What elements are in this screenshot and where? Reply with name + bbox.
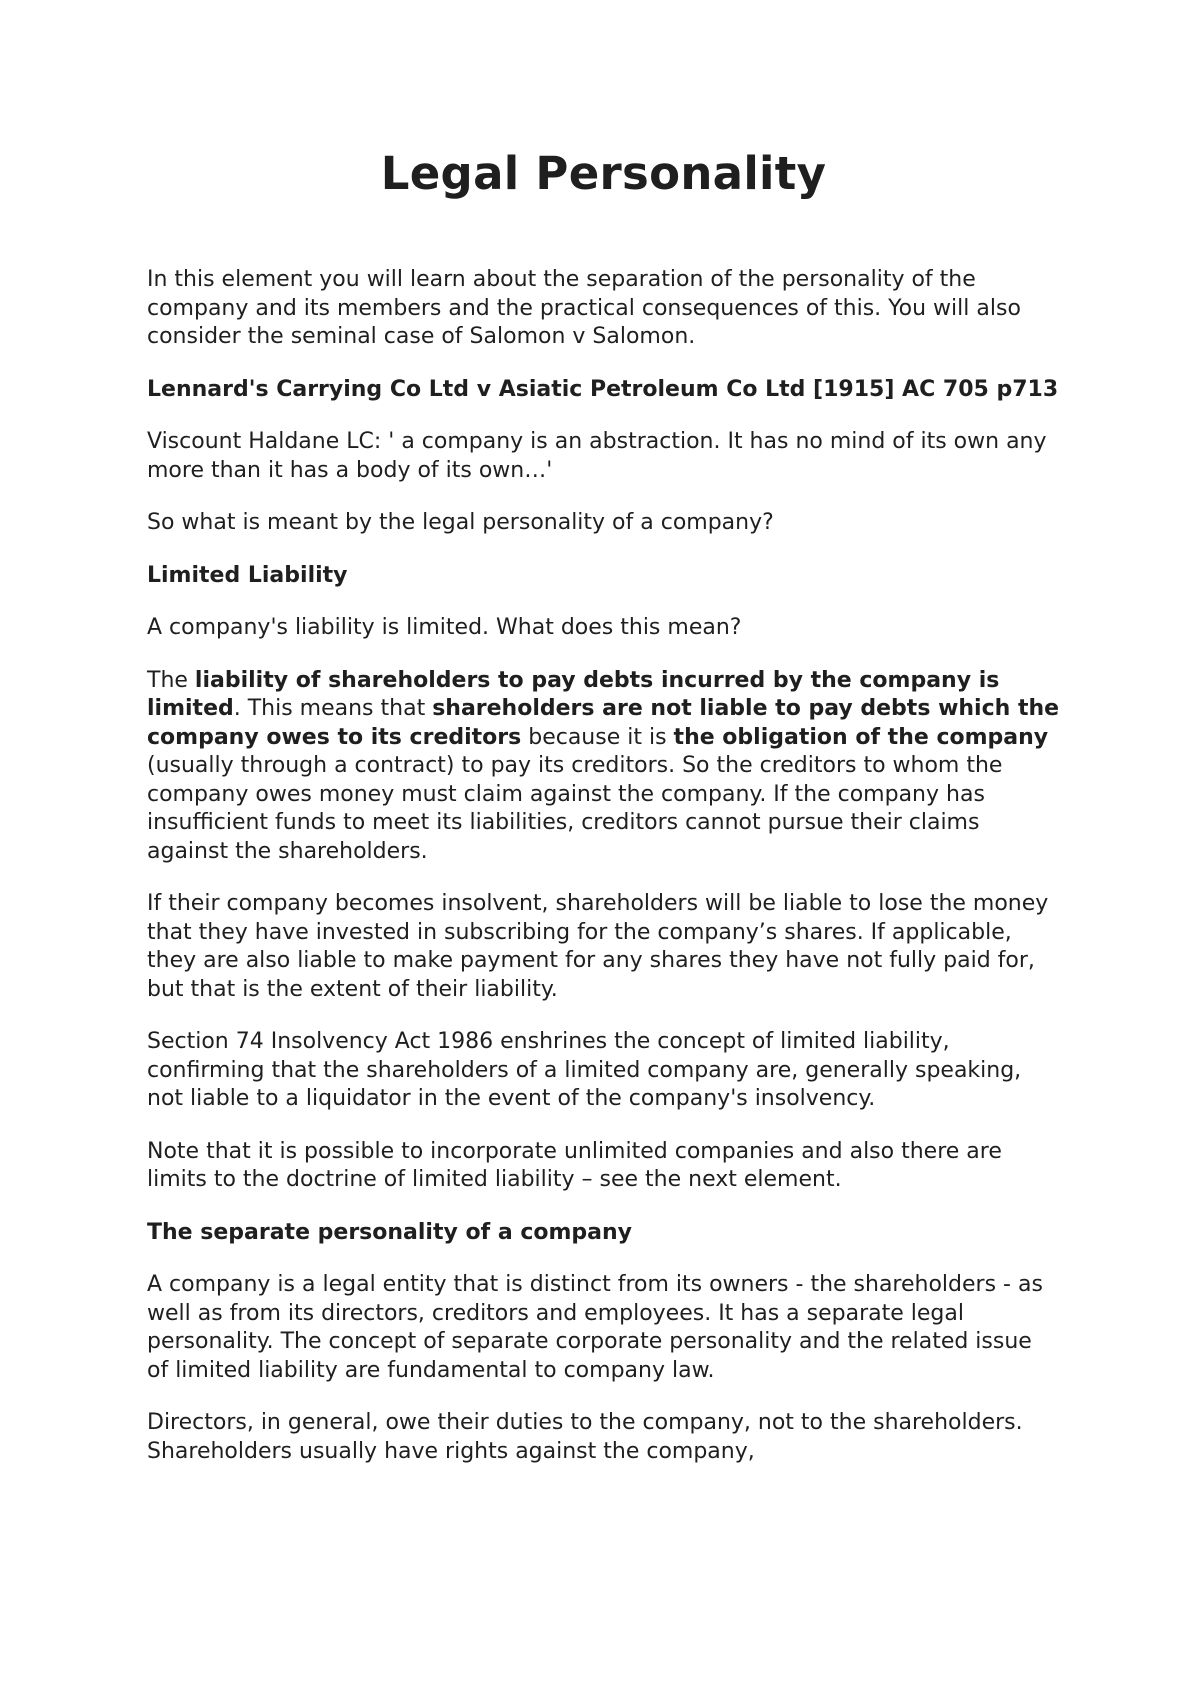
limited-liability-question: A company's liability is limited. What does this mean? <box>147 615 742 640</box>
separate-personality-heading: The separate personality of a company <box>147 1219 633 1245</box>
explanation-bold-text: liability of shareholders to pay debts incurred by the company is limited <box>147 667 1000 721</box>
explanation-bold-text: the obligation of the company <box>673 724 1049 750</box>
limited-liability-heading: Limited Liability <box>147 562 348 588</box>
explanation-text: The <box>147 667 195 693</box>
note-paragraph: Note that it is possible to incorporate unlimited companies and also there are limits to the doctrine of limited liability – see the next element. <box>147 1138 1002 1192</box>
case-heading: Lennard's Carrying Co Ltd v Asiatic Petroleum Co Ltd [1915] AC 705 p713 <box>147 376 1059 402</box>
explanation-text: (usually through a contract) to pay its creditors. So the creditors to whom the company owes money must claim against the company. If the company has insufficient funds to meet its liabilities, creditors cannot pursue their claims against the shareholders. <box>147 753 1003 864</box>
question-paragraph: So what is meant by the legal personality of a company? <box>147 510 774 535</box>
intro-paragraph: In this element you will learn about the separation of the personality of the company and its members and the practical consequences of this. You will also consider the seminal case of Salomon v Salomon. <box>147 267 1021 349</box>
case-quote: Viscount Haldane LC: ' a company is an abstraction. It has no mind of its own any more than it has a body of its own…' <box>147 429 1047 483</box>
explanation-text: because it is <box>521 724 674 750</box>
document-title: Legal Personality <box>380 147 827 200</box>
explanation-bold-text: shareholders are not liable to pay debts which the company owes to its creditors <box>147 696 1060 750</box>
directors-paragraph: Directors, in general, owe their duties to the company, not to the shareholders. Shareholders usually have rights against the company, <box>147 1410 1023 1464</box>
separate-personality-paragraph: A company is a legal entity that is distinct from its owners - the shareholders - as well as from its directors, creditors and employees. It has a separate legal personality. The concept of separate corporate personality and the related issue of limited liability are fundamental to company law. <box>147 1272 1043 1383</box>
explanation-text: . This means that <box>233 696 433 721</box>
section-74-paragraph: Section 74 Insolvency Act 1986 enshrines the concept of limited liability, confirming that the shareholders of a limited company are, generally speaking, not liable to a liquidator in the event of the company's insolvency. <box>147 1029 1022 1111</box>
insolvency-paragraph: If their company becomes insolvent, shareholders will be liable to lose the money that they have invested in subscribing for the company’s shares. If applicable, they are also liable to make payment for any shares they have not fully paid for, but that is the extent of their liability. <box>147 891 1049 1002</box>
limited-liability-explanation <box>147 667 1060 867</box>
